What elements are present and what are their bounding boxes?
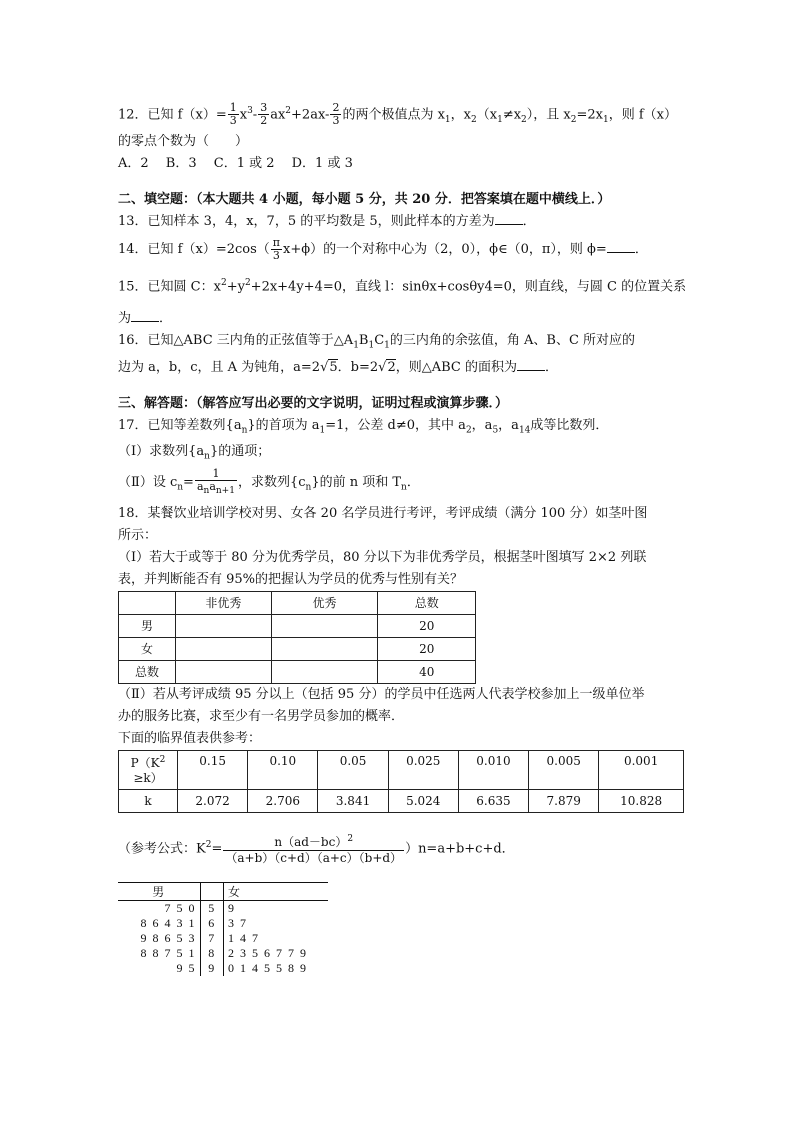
q18-line7: 下面的临界值表供参考： (118, 730, 262, 746)
stem-row: 7 5 0 5 9 (164, 900, 236, 915)
q12-line1: 12．已知 f（x）= $\frac{1}{3}$ $x^3-$ $\frac{3}{2}$ $ax^2+2ax-$ $\frac{2}{3}$ 的两个极值点为 $x_1$，$x_2(x_1\ne x_2)$，且 $x_2=2x_1$，则 f（x） (118, 101, 677, 128)
stem-row: 8 6 4 3 1 6 3 7 (140, 915, 248, 930)
fraction: $\frac{3}{2}$ (260, 101, 268, 128)
q12-line2: 的零点个数为（ ） (118, 133, 249, 149)
section-solution-heading: 三、解答题：（解答应写出必要的文字说明，证明过程或演算步骤．） (118, 395, 509, 411)
fraction: $\frac{1}{a_na_{n+1}}$ (196, 467, 235, 497)
q16-line1: 16．已知△ABC 三内角的正弦值等于$\triangle A_1B_1C_1$的三内角的余弦值，角 A、B、C 所对应的 (118, 333, 636, 351)
q18-line2: 所示： (118, 527, 158, 543)
q18-line1: 18．某餐饮业培训学校对男、女各 20 名学员进行考评，考评成绩（满分 100 分）如茎叶图 (118, 505, 648, 521)
q17-line1: 17．已知等差数列$\{a_n\}$的首项为 $a_1=1$，公差 d≠0，其中 $a_2$，$a_5$，$a_{14}$成等比数列． (118, 417, 609, 436)
fraction: $\frac{\pi}{3}$ (272, 235, 280, 262)
fraction: $\frac{n(ad-bc)^2}{(a+b)(c+d)(a+c)(b+d)}$ (225, 833, 403, 865)
answer-blank[interactable] (495, 212, 523, 225)
contingency-table (118, 591, 476, 684)
q14: 14．已知 f（x）=2cos（ $\frac{\pi}{3}$ x+ϕ）的一个对称中心为（2，0），ϕ∈（0，π），则 ϕ= ． (118, 235, 648, 262)
answer-blank[interactable] (517, 358, 545, 371)
exam-page (118, 100, 688, 976)
q18-line5: （Ⅱ）若从考评成绩 95 分以上（包括 95 分）的学员中任选两人代表学校参加上一级单位举 (118, 686, 645, 702)
q18-line4: 表，并判断能否有 95%的把握认为学员的优秀与性别有关？ (118, 571, 464, 587)
section-fill-in-heading: 二、填空题：（本大题共 4 小题，每小题 5 分，共 20 分．把答案填在题中横线上．） (118, 191, 611, 207)
table-row: $P(K^2$ ≥k） 0.15 0.10 0.05 0.025 0.010 0.005 0.001 (119, 750, 684, 789)
p-header-cell: $P(K^2$ ≥k） (119, 750, 178, 789)
q17-part2: （Ⅱ）设 $c_n=$ $\frac{1}{a_na_{n+1}}$ ，求数列$\{c_n\}$的前 n 项和 $T_n$． (118, 467, 420, 497)
stem-header-row: 男 女 (118, 882, 328, 900)
q17-part1: （I）求数列$\{a_n\}$的通项； (118, 444, 271, 463)
critical-value-table (118, 750, 684, 813)
q15-line1: 15．已知圆 C：$x^2+y^2+2x+4y+4=0$，直线 l：sinθx+cosθy4=0，则直线，与圆 C 的位置关系 (118, 277, 687, 295)
q15-line2: 为 ． (118, 311, 173, 327)
q16-line2: 边为 a，b，c，且 A 为钝角，a=2√5．b=2√2，则△ABC 的面积为 ． (118, 359, 558, 375)
q18-line3: （I）若大于或等于 80 分为优秀学员，80 分以下为非优秀学员，根据茎叶图填写 2×2 列联 (118, 549, 647, 565)
stem-leaf-plot (118, 882, 688, 976)
table-row: 女 20 (119, 637, 476, 660)
fraction: $\frac{1}{3}$ (229, 101, 237, 128)
q18-line6: 办的服务比赛，求至少有一名男学员参加的概率． (118, 708, 405, 724)
stem-row: 8 8 7 5 1 8 2 3 5 6 7 7 9 (140, 945, 308, 960)
answer-blank[interactable] (131, 309, 159, 322)
table-row: 总数 40 (119, 660, 476, 683)
stem-row: 9 8 6 5 3 7 1 4 7 (140, 930, 260, 945)
q13: 13．已知样本 3，4，x，7，5 的平均数是 5，则此样本的方差为 ． (118, 213, 536, 229)
table-header-row: 非优秀 优秀 总数 (119, 591, 476, 614)
answer-blank[interactable] (607, 240, 635, 253)
stem-row: 9 5 9 0 1 4 5 5 8 9 (176, 960, 308, 975)
reference-formula: （参考公式：$K^2=$ $\frac{n(ad-bc)^2}{(a+b)(c+d)(a+c)(b+d)}$ ）n=a+b+c+d． (118, 833, 515, 865)
table-row: k 2.072 2.706 3.841 5.024 6.635 7.879 10.828 (119, 789, 684, 812)
table-row: 男 20 (119, 614, 476, 637)
fraction: $\frac{2}{3}$ (332, 101, 340, 128)
q12-options: A．2 B．3 C．1 或 2 D．1 或 3 (118, 155, 353, 171)
